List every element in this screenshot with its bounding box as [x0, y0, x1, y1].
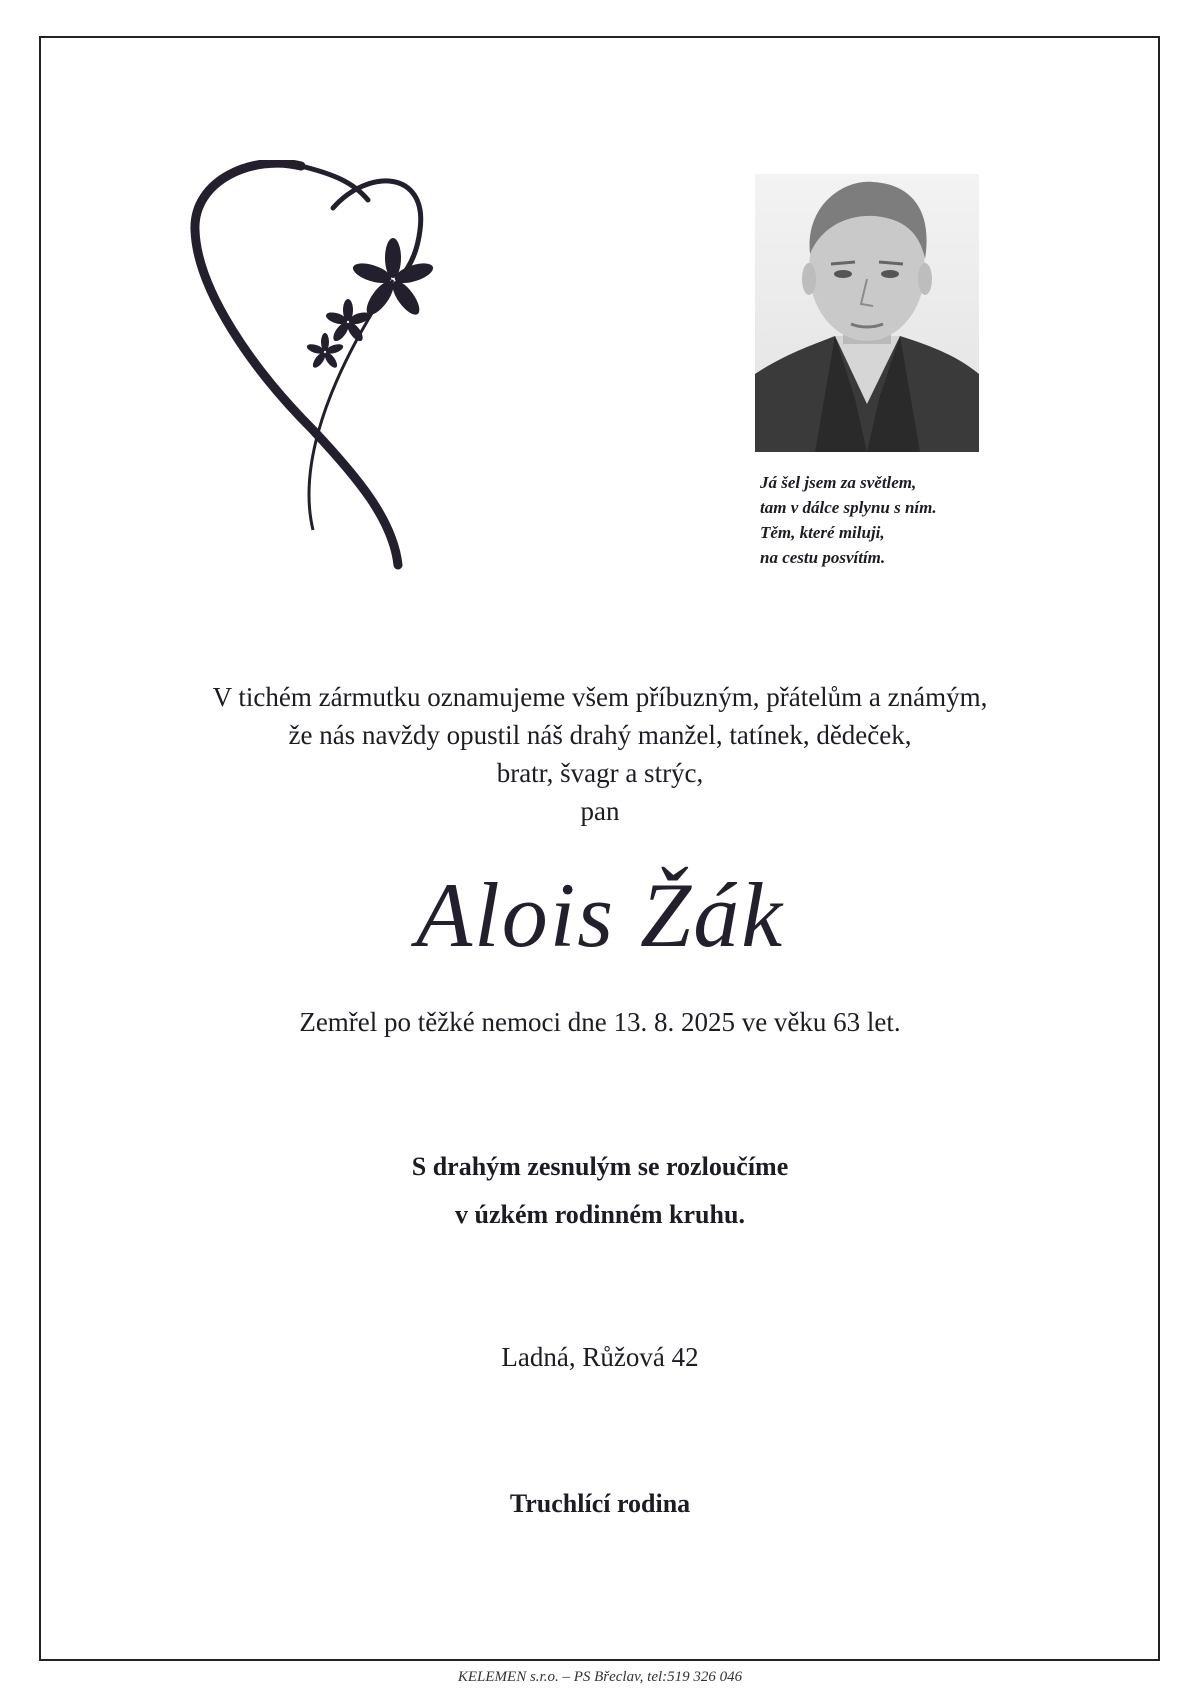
portrait-photo: [755, 174, 979, 452]
poem-line: Já šel jsem za světlem,: [760, 473, 917, 492]
announcement-line: pan: [580, 796, 620, 826]
poem-line: Těm, které miluji,: [760, 523, 885, 542]
farewell-text: [0, 1143, 1200, 1239]
death-notice: Zemřel po těžké nemoci dne 13. 8. 2025 ve věku 63 let.: [299, 1007, 901, 1037]
announcement-text: [0, 678, 1200, 830]
announcement-line: V tichém zármutku oznamujeme všem příbuzným, přátelům a známým,: [212, 682, 988, 712]
announcement-line: bratr, švagr a strýc,: [496, 758, 704, 788]
memorial-poem: [760, 470, 1020, 570]
signature: Truchlící rodina: [509, 1489, 691, 1518]
footer-imprint: KELEMEN s.r.o. – PS Břeclav, tel:519 326 046: [457, 1669, 743, 1685]
poem-line: tam v dálce splynu s ním.: [760, 498, 937, 517]
announcement-line: že nás navždy opustil náš drahý manžel, tatínek, dědeček,: [288, 720, 912, 750]
poem-line: na cestu posvítím.: [760, 548, 886, 567]
deceased-name: Alois Žák: [415, 864, 785, 966]
farewell-line: S drahým zesnulým se rozloučíme: [411, 1152, 789, 1181]
farewell-line: v úzkém rodinném kruhu.: [455, 1200, 745, 1229]
address: Ladná, Růžová 42: [501, 1342, 699, 1372]
heart-with-flowers-icon: [183, 160, 453, 570]
